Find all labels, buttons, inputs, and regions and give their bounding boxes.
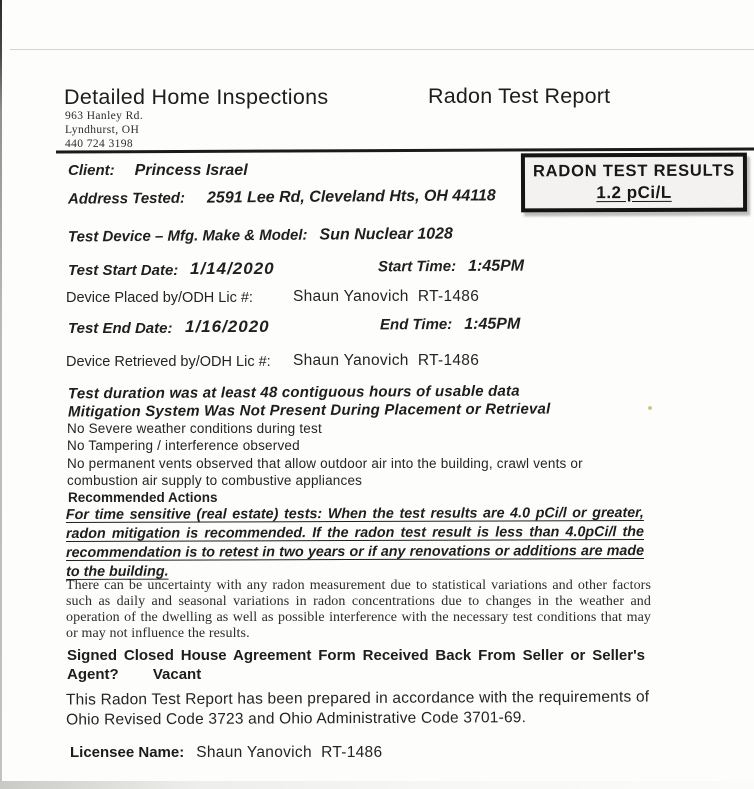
licensee-row xyxy=(70,744,382,762)
end-time-row xyxy=(380,316,520,335)
test-device-label: Test Device – Mfg. Make & Model: xyxy=(67,226,308,246)
end-time-label: End Time: xyxy=(379,315,453,334)
test-start-date-label: Test Start Date: xyxy=(68,262,179,279)
client-row xyxy=(68,162,248,180)
company-name: Detailed Home Inspections xyxy=(64,85,329,109)
scan-fold-line xyxy=(10,49,754,50)
test-duration-statement: Test duration was at least 48 contiguous hours of usable data xyxy=(67,382,520,403)
address-tested-label: Address Tested: xyxy=(67,189,186,208)
client-value: Princess Israel xyxy=(134,162,248,179)
closed-house-question: Signed Closed House Agreement Form Received Back From Seller or Seller's Agent? xyxy=(67,647,645,683)
condition-weather: No Severe weather conditions during test xyxy=(67,421,322,436)
company-address-line2: Lyndhurst, OH xyxy=(65,124,140,136)
closed-house-row xyxy=(67,646,645,684)
test-start-date-value: 1/14/2020 xyxy=(190,259,275,278)
scan-speck xyxy=(648,406,652,410)
compliance-paragraph: This Radon Test Report has been prepared in accordance with the requirements of Ohio Revised Code 3723 and Ohio Administrative Code 3701-69. xyxy=(65,688,650,729)
uncertainty-paragraph: There can be uncertainty with any radon measurement due to statistical variations and other factors such as daily and seasonal variations in radon concentrations due to changes in the weather and operation of the dwelling as well as possible interference with the necessary test conditions that may or may not influence the results. xyxy=(66,578,651,641)
device-placed-value: Shaun Yanovich RT-1486 xyxy=(293,288,480,305)
device-placed-label: Device Placed by/ODH Lic #: xyxy=(66,290,253,306)
test-end-date-value: 1/16/2020 xyxy=(185,317,270,336)
company-address-line1: 963 Hanley Rd. xyxy=(65,110,144,122)
device-retrieved-value: Shaun Yanovich RT-1486 xyxy=(293,352,480,369)
device-retrieved-label: Device Retrieved by/ODH Lic #: xyxy=(66,354,271,370)
end-time-value: 1:45PM xyxy=(464,315,521,333)
scan-left-edge-artifact xyxy=(0,0,2,789)
results-box-title: RADON TEST RESULTS xyxy=(532,161,735,181)
test-device-row xyxy=(68,225,453,246)
recommended-actions-heading: Recommended Actions xyxy=(68,490,218,505)
licensee-value: Shaun Yanovich RT-1486 xyxy=(196,744,383,761)
licensee-label: Licensee Name: xyxy=(70,744,185,761)
radon-results-box xyxy=(521,153,747,213)
test-device-value: Sun Nuclear 1028 xyxy=(319,225,453,244)
test-end-date-label: Test End Date: xyxy=(68,320,173,337)
company-phone: 440 724 3198 xyxy=(65,138,134,150)
recommended-actions-body: For time sensitive (real estate) tests: When the test results are 4.0 pCi/l or greater, radon mitigation is recommended. If the radon test result is less than 4.0pCi/l the recommendation is to retest in two years or if any renovations or additions are made to the building. xyxy=(65,504,645,581)
mitigation-statement: Mitigation System Was Not Present During Placement or Retrieval xyxy=(67,400,551,421)
start-time-row xyxy=(378,258,524,277)
condition-tampering: No Tampering / interference observed xyxy=(67,438,300,453)
condition-vents: No permanent vents observed that allow outdoor air into the building, crawl vents or combustion air supply to combustive appliances xyxy=(67,456,583,488)
start-time-value: 1:45PM xyxy=(468,257,525,275)
scan-bottom-edge xyxy=(0,781,754,789)
start-time-label: Start Time: xyxy=(377,257,457,276)
report-title: Radon Test Report xyxy=(428,84,611,108)
address-tested-row xyxy=(68,187,496,208)
closed-house-answer: Vacant xyxy=(152,666,202,683)
address-tested-value: 2591 Lee Rd, Cleveland Hts, OH 44118 xyxy=(206,187,496,207)
results-box-value: 1.2 pCi/L xyxy=(596,182,672,203)
client-label: Client: xyxy=(68,162,115,179)
